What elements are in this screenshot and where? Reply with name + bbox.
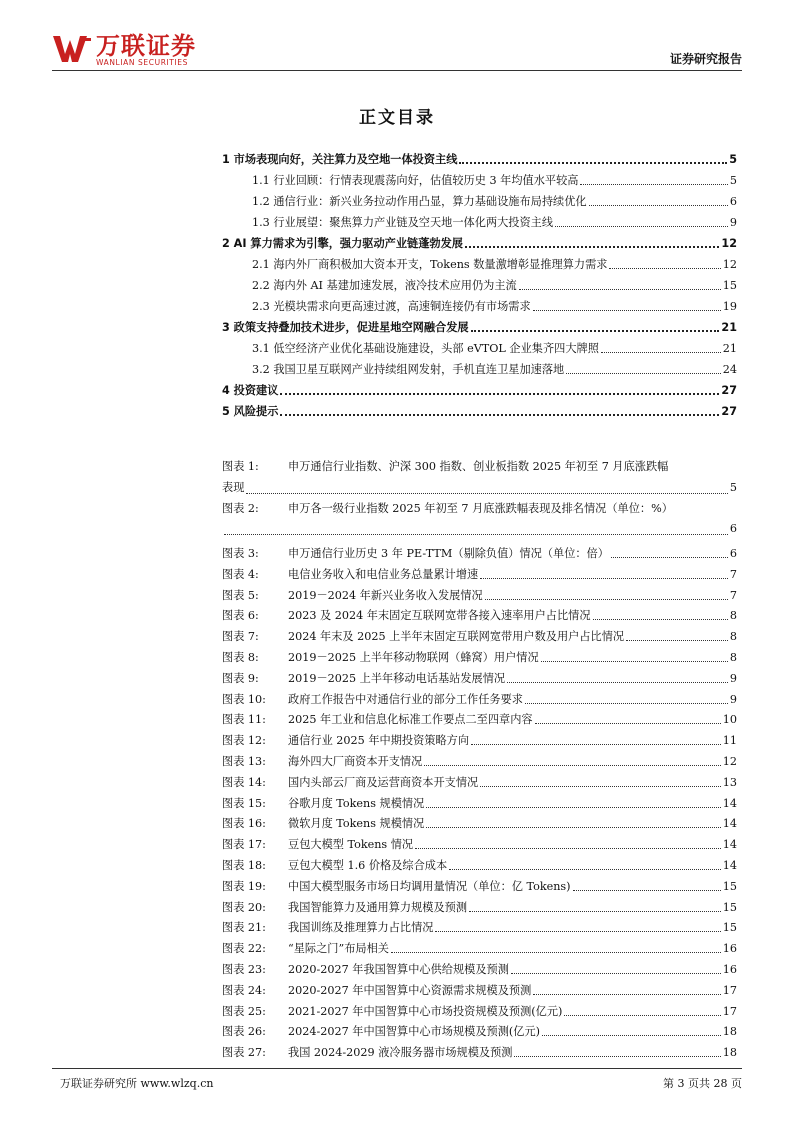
figure-leader-dots [541, 661, 728, 662]
figure-title: 政府工作报告中对通信行业的部分工作任务要求 [288, 692, 523, 706]
report-type-label: 证券研究报告 [669, 52, 742, 66]
toc-entry-page: 24 [722, 363, 737, 376]
toc-entry-title: 2.1 海内外厂商积极加大资本开支，Tokens 数量激增彰显推理算力需求 [252, 258, 608, 271]
figure-leader-dots [480, 786, 721, 787]
toc-leader-dots [465, 246, 719, 248]
figure-page: 10 [722, 713, 737, 727]
figure-label: 图表 21: [222, 921, 266, 935]
figure-title: 海外四大厂商资本开支情况 [288, 754, 423, 768]
figure-list-item[interactable] [222, 1019, 737, 1040]
figure-page: 8 [729, 630, 737, 644]
figure-title: 国内头部云厂商及运营商资本开支情况 [288, 775, 479, 789]
toc-entry-title: 2.2 海内外 AI 基建加速发展，液冷技术应用仍为主流 [252, 279, 517, 292]
toc-entry-page: 9 [729, 216, 737, 229]
toc-leader-dots [280, 393, 719, 395]
toc-leader-dots [566, 373, 721, 374]
figure-list-item[interactable] [222, 831, 737, 852]
figure-page: 18 [722, 1046, 737, 1060]
toc-entry-title: 2.3 光模块需求向更高速过渡，高速铜连接仍有市场需求 [252, 300, 531, 313]
table-of-contents [222, 146, 737, 419]
figure-list-item[interactable] [222, 603, 737, 624]
figure-page: 18 [722, 1025, 737, 1039]
toc-entry-page: 5 [729, 153, 737, 166]
figure-list-item[interactable] [222, 623, 737, 644]
footer-divider [52, 1068, 742, 1069]
figure-page: 13 [722, 775, 737, 789]
figure-page: 15 [722, 900, 737, 914]
figure-list-item[interactable] [222, 582, 737, 603]
figure-list-item[interactable] [222, 956, 737, 977]
toc-entry-title: 4 投资建议 [222, 384, 279, 397]
figure-leader-dots [525, 703, 728, 704]
toc-leader-dots [519, 289, 721, 290]
figure-label: 图表 8: [222, 650, 259, 664]
figure-list-item[interactable] [222, 769, 737, 790]
figure-page: 17 [722, 983, 737, 997]
figure-list-item[interactable] [222, 707, 737, 728]
toc-leader-dots [533, 310, 721, 311]
figure-title: 2019－2024 年新兴业务收入发展情况 [288, 588, 483, 602]
figure-title: 我国 2024-2029 液冷服务器市场规模及预测 [288, 1046, 513, 1060]
figure-list-item[interactable] [222, 686, 737, 707]
toc-section-entry[interactable] [222, 293, 737, 314]
figure-label: 图表 24: [222, 983, 266, 997]
figure-leader-dots [564, 1015, 720, 1016]
figure-list-item[interactable] [222, 1039, 737, 1060]
figure-page: 11 [722, 734, 737, 748]
figure-title: 通信行业 2025 年中期投资策略方向 [288, 734, 470, 748]
figure-label: 图表 10: [222, 692, 266, 706]
figure-leader-dots [246, 493, 727, 494]
figure-index [222, 457, 737, 1060]
toc-section-entry[interactable] [222, 209, 737, 230]
figure-label: 图表 22: [222, 942, 266, 956]
footer-page-number: 第 3 页共 28 页 [663, 1077, 742, 1090]
figure-leader-dots [485, 599, 728, 600]
figure-leader-dots [424, 765, 720, 766]
figure-label: 图表 18: [222, 858, 266, 872]
toc-entry-title: 1.1 行业回顾：行情表现震荡向好，估值较历史 3 年均值水平较高 [252, 174, 579, 187]
toc-entry-page: 21 [722, 342, 737, 355]
figure-label: 图表 11: [222, 713, 266, 727]
toc-leader-dots [280, 414, 719, 416]
figure-leader-dots [480, 578, 728, 579]
figure-list-item[interactable] [222, 748, 737, 769]
figure-page: 14 [722, 796, 737, 810]
figure-leader-dots [626, 640, 728, 641]
figure-title: 2019－2025 上半年移动物联网（蜂窝）用户情况 [288, 650, 539, 664]
toc-entry-title: 3.2 我国卫星互联网产业持续组网发射，手机直连卫星加速落地 [252, 363, 565, 376]
toc-chapter-entry[interactable] [222, 377, 737, 398]
figure-page: 7 [729, 588, 737, 602]
figure-list-item[interactable] [222, 811, 737, 832]
figure-label: 图表 23: [222, 962, 266, 976]
toc-section-entry[interactable] [222, 272, 737, 293]
figure-list-item[interactable] [222, 644, 737, 665]
figure-list-item[interactable] [222, 790, 737, 811]
figure-list-item[interactable] [222, 561, 737, 582]
figure-list-item[interactable] [222, 665, 737, 686]
toc-entry-page: 6 [729, 195, 737, 208]
toc-chapter-entry[interactable] [222, 314, 737, 335]
toc-section-entry[interactable] [222, 188, 737, 209]
toc-entry-page: 21 [721, 321, 737, 334]
page-header [52, 34, 742, 70]
figure-title: 豆包大模型 1.6 价格及综合成本 [288, 858, 448, 872]
figure-leader-dots [507, 682, 728, 683]
page-title: 正文目录 [359, 108, 435, 128]
figure-title: 2023 及 2024 年末固定互联网宽带各接入速率用户占比情况 [288, 609, 591, 623]
figure-label: 图表 19: [222, 879, 266, 893]
figure-list-item[interactable] [222, 977, 737, 998]
toc-entry-title: 1.2 通信行业：新兴业务拉动作用凸显，算力基础设施布局持续优化 [252, 195, 587, 208]
toc-chapter-entry[interactable] [222, 230, 737, 251]
figure-list-item[interactable] [222, 727, 737, 748]
figure-leader-dots [514, 1056, 720, 1057]
figure-leader-dots [511, 973, 721, 974]
toc-leader-dots [609, 268, 720, 269]
figure-leader-dots [469, 911, 721, 912]
figure-leader-dots [593, 619, 728, 620]
figure-leader-dots [611, 557, 728, 558]
figure-title: 我国智能算力及通用算力规模及预测 [288, 900, 468, 914]
figure-title: 2024 年末及 2025 上半年末固定互联网宽带用户数及用户占比情况 [288, 630, 625, 644]
figure-leader-dots [471, 744, 721, 745]
figure-leader-dots [224, 534, 728, 535]
figure-list-item[interactable] [222, 499, 737, 541]
figure-label: 图表 7: [222, 630, 259, 644]
toc-leader-dots [555, 226, 728, 227]
figure-title: 申万通信行业指数、沪深 300 指数、创业板指数 2025 年初至 7 月底涨跌幅 [288, 460, 669, 473]
figure-label: 图表 26: [222, 1025, 266, 1039]
figure-title: 豆包大模型 Tokens 情况 [288, 838, 414, 852]
figure-list-item[interactable] [222, 935, 737, 956]
footer-source: 万联证券研究所 www.wlzq.cn [60, 1077, 214, 1090]
figure-list-item[interactable] [222, 873, 737, 894]
toc-entry-title: 2 AI 算力需求为引擎，强力驱动产业链蓬勃发展 [222, 237, 463, 250]
toc-entry-page: 27 [721, 384, 737, 397]
figure-leader-dots [435, 931, 720, 932]
figure-list-item[interactable] [222, 540, 737, 561]
toc-entry-page: 12 [721, 237, 737, 250]
toc-leader-dots [589, 205, 728, 206]
logo-english-name: WANLIAN SECURITIES [96, 58, 189, 67]
toc-entry-title: 3 政策支持叠加技术进步，促进星地空网融合发展 [222, 321, 469, 334]
figure-title: 申万各一级行业指数 2025 年初至 7 月底涨跌幅表现及排名情况（单位：%） [288, 501, 673, 515]
toc-leader-dots [471, 330, 720, 332]
figure-title-continued: 表现 [222, 480, 245, 494]
toc-leader-dots [601, 352, 721, 353]
toc-leader-dots [580, 184, 727, 185]
figure-leader-dots [535, 723, 721, 724]
toc-entry-page: 27 [721, 405, 737, 418]
figure-page: 14 [722, 858, 737, 872]
figure-leader-dots [533, 994, 720, 995]
figure-label: 图表 4: [222, 567, 259, 581]
toc-entry-page: 15 [722, 279, 737, 292]
figure-title: “星际之门”布局相关 [288, 942, 389, 956]
figure-label: 图表 5: [222, 588, 259, 602]
figure-title: 2025 年工业和信息化标准工作要点二至四章内容 [288, 713, 533, 727]
figure-page: 17 [722, 1004, 737, 1018]
figure-title: 2024-2027 年中国智算中心市场规模及预测(亿元) [288, 1025, 541, 1039]
figure-page: 9 [729, 671, 737, 685]
figure-label: 图表 1: [222, 460, 259, 473]
figure-label: 图表 2: [222, 501, 259, 515]
toc-entry-title: 1 市场表现向好，关注算力及空地一体投资主线 [222, 153, 458, 166]
figure-list-item[interactable] [222, 894, 737, 915]
header-divider [52, 70, 742, 71]
figure-label: 图表 25: [222, 1004, 266, 1018]
figure-label: 图表 9: [222, 671, 259, 685]
figure-page: 6 [729, 546, 737, 560]
figure-page: 7 [729, 567, 737, 581]
figure-page: 8 [729, 650, 737, 664]
figure-leader-dots [573, 890, 721, 891]
toc-entry-title: 5 风险提示 [222, 405, 279, 418]
figure-label: 图表 15: [222, 796, 266, 810]
figure-label: 图表 16: [222, 817, 266, 831]
company-logo [52, 34, 196, 68]
toc-entry-page: 5 [729, 174, 737, 187]
figure-leader-dots [542, 1035, 721, 1036]
figure-label: 图表 6: [222, 609, 259, 623]
toc-chapter-entry[interactable] [222, 398, 737, 419]
figure-page: 5 [729, 480, 737, 494]
toc-chapter-entry[interactable] [222, 146, 737, 167]
toc-section-entry[interactable] [222, 335, 737, 356]
toc-leader-dots [459, 162, 727, 164]
toc-entry-page: 12 [722, 258, 737, 271]
figure-leader-dots [426, 807, 720, 808]
figure-title: 谷歌月度 Tokens 规模情况 [288, 796, 425, 810]
figure-page: 15 [722, 921, 737, 935]
figure-title: 电信业务收入和电信业务总量累计增速 [288, 567, 479, 581]
toc-entry-page: 19 [722, 300, 737, 313]
toc-entry-title: 1.3 行业展望：聚焦算力产业链及空天地一体化两大投资主线 [252, 216, 554, 229]
figure-leader-dots [391, 952, 721, 953]
figure-leader-dots [426, 827, 720, 828]
figure-label: 图表 27: [222, 1046, 266, 1060]
figure-page: 12 [722, 754, 737, 768]
wanlian-logo-icon [52, 34, 92, 64]
figure-title: 2019－2025 上半年移动电话基站发展情况 [288, 671, 506, 685]
figure-page: 15 [722, 879, 737, 893]
figure-leader-dots [415, 848, 721, 849]
figure-label: 图表 12: [222, 734, 266, 748]
figure-list-item[interactable] [222, 998, 737, 1019]
figure-label: 图表 13: [222, 754, 266, 768]
figure-title: 中国大模型服务市场日均调用量情况（单位：亿 Tokens) [288, 879, 571, 893]
figure-title: 我国训练及推理算力占比情况 [288, 921, 434, 935]
figure-page: 6 [729, 522, 737, 536]
toc-section-entry[interactable] [222, 356, 737, 377]
figure-leader-dots [449, 869, 721, 870]
figure-title: 2020-2027 年中国智算中心资源需求规模及预测 [288, 983, 532, 997]
figure-page: 9 [729, 692, 737, 706]
toc-section-entry[interactable] [222, 251, 737, 272]
toc-entry-title: 3.1 低空经济产业优化基础设施建设，头部 eVTOL 企业集齐四大牌照 [252, 342, 599, 355]
figure-label: 图表 20: [222, 900, 266, 914]
figure-label: 图表 14: [222, 775, 266, 789]
figure-page: 16 [722, 942, 737, 956]
toc-section-entry[interactable] [222, 167, 737, 188]
figure-list-item[interactable] [222, 457, 737, 499]
figure-label: 图表 3: [222, 546, 259, 560]
figure-title: 2021-2027 年中国智算中心市场投资规模及预测(亿元) [288, 1004, 563, 1018]
figure-list-item[interactable] [222, 915, 737, 936]
figure-title: 申万通信行业历史 3 年 PE-TTM（剔除负值）情况（单位：倍） [288, 546, 609, 560]
figure-title: 2020-2027 年我国智算中心供给规模及预测 [288, 962, 509, 976]
figure-page: 14 [722, 817, 737, 831]
figure-label: 图表 17: [222, 838, 266, 852]
figure-page: 8 [729, 609, 737, 623]
figure-list-item[interactable] [222, 852, 737, 873]
logo-chinese-name: 万联证券 [96, 32, 196, 60]
figure-page: 14 [722, 838, 737, 852]
figure-page: 16 [722, 962, 737, 976]
figure-title: 微软月度 Tokens 规模情况 [288, 817, 425, 831]
